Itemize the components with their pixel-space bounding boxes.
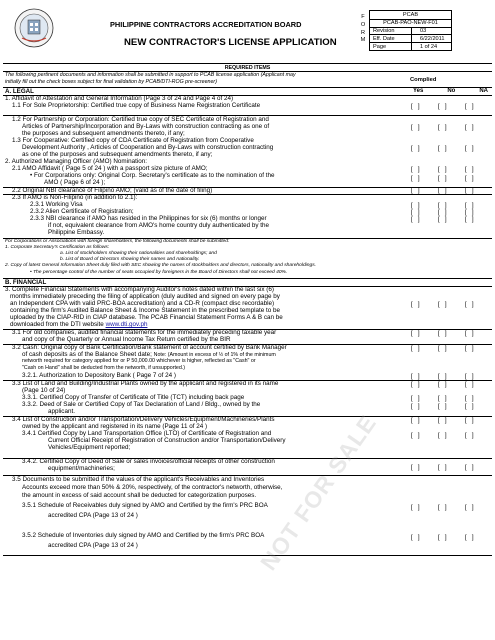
page-label: Page xyxy=(370,43,412,50)
checkbox-no[interactable]: [ ] xyxy=(438,395,447,402)
col-na: NA xyxy=(479,88,488,94)
divider xyxy=(3,555,492,556)
checkbox-yes[interactable]: [ ] xyxy=(411,187,420,194)
checkbox-na[interactable]: [ ] xyxy=(465,124,474,131)
eff-date-label: Eff. Date xyxy=(370,35,412,42)
complied-heading: Complied xyxy=(410,77,437,83)
checkbox-na[interactable]: [ ] xyxy=(465,175,474,182)
checkbox-na[interactable]: [ ] xyxy=(465,345,474,352)
dti-website-link[interactable]: www.dti.gov.ph xyxy=(105,321,148,328)
item-3-1-cont: and copy of the Quarterly or Annual Income Tax Return certified by the BIR xyxy=(22,336,231,343)
checkbox-no[interactable]: [ ] xyxy=(438,202,447,209)
note-line: 1. Corporate Secretary's Certification as follows: xyxy=(5,245,110,250)
item-1-3-cont: Development Authority , Articles of Cooperation and By-Laws with construction contracting xyxy=(22,144,274,151)
checkbox-yes[interactable]: [ ] xyxy=(411,504,420,511)
item-3-cont: containing the firm's Audited Balance Sheet & Income Statement in the prescribed template to be xyxy=(10,307,281,314)
item-1-2: 1.2 For Partnership or Corporation: Certified true copy of SEC Certificate of Registration and xyxy=(12,116,269,123)
checkbox-na[interactable]: [ ] xyxy=(465,395,474,402)
item-3: 3. Complete Financial Statements with accompanying Auditor's notes dated within the last six (6) xyxy=(5,286,274,293)
section-financial: B. FINANCIAL xyxy=(5,279,47,286)
item-2-3-3: 2.3.3 NBI clearance if AMO has resided in the Philippines for six (6) months or longer xyxy=(30,215,267,222)
item-3-cont: an Independent CPA with valid PRC-BOA accreditation) and a CD-R (compact disc recordable) xyxy=(10,300,275,307)
item-3-4-2: 3.4.2. Certified Copy of Deed of Sale or sales invoices/official receipts of other construction xyxy=(22,458,275,465)
checkbox-no[interactable]: [ ] xyxy=(438,145,447,152)
checkbox-yes[interactable]: [ ] xyxy=(411,209,420,216)
note-line: b. List of Board of Directors showing their names and nationality. xyxy=(60,257,200,262)
note-line: a. List of stockholders showing their nationalities and shareholdings; and xyxy=(60,251,217,256)
checkbox-na[interactable]: [ ] xyxy=(465,330,474,337)
checkbox-yes[interactable]: [ ] xyxy=(411,395,420,402)
item-1-3: 1.3 For Cooperative: Certified copy of CDA Certificate of Registration from Cooperative xyxy=(12,137,254,144)
item-3-1: 3.1 For old companies, audited financial statements for the immediately preceding taxable year xyxy=(12,329,277,336)
item-3-4-1: 3.4.1 Certified Copy by Land Transportation Office (LTO) of Certificate of Registration and xyxy=(22,430,272,437)
form-info-box xyxy=(369,10,452,51)
watermark: NOT FOR SALE xyxy=(255,409,382,575)
revision-label: Revision xyxy=(370,28,412,35)
checkbox-yes[interactable]: [ ] xyxy=(411,175,420,182)
item-3-2-1: 3.2.1. Authorization to Depository Bank ( Page 7 of 24 ) xyxy=(22,372,177,379)
checkbox-no[interactable]: [ ] xyxy=(438,373,447,380)
item-3-4: 3.4 List of Construction and/or Transportation/Delivery Vehicles/Equipment/Machineries/Plants xyxy=(12,416,275,423)
checkbox-yes[interactable]: [ ] xyxy=(411,534,420,541)
item-1-1: 1.1 For Sole Proprietorship: Certified true copy of Business Name Registration Certificate xyxy=(12,102,261,109)
checkbox-na[interactable]: [ ] xyxy=(465,202,474,209)
checkbox-yes[interactable]: [ ] xyxy=(411,345,420,352)
checkbox-no[interactable]: [ ] xyxy=(438,464,447,471)
item-3-cont: months immediately preceding the filing of application (duly audited and signed on every page by xyxy=(10,293,280,300)
checkbox-yes[interactable]: [ ] xyxy=(411,381,420,388)
note-line: • The percentage control of the number of seats occupied by foreigners in the Board of Directors shall not exceed 40%. xyxy=(30,270,288,275)
item-3-2-cont: of cash deposits as of the Balance Sheet date; Note: (Amount in excess of ½ of 1% of the minimum xyxy=(22,351,276,358)
checkbox-yes[interactable]: [ ] xyxy=(411,145,420,152)
revision-value: 03 xyxy=(420,27,427,34)
checkbox-yes[interactable]: [ ] xyxy=(411,373,420,380)
form-title: NEW CONTRACTOR'S LICENSE APPLICATION xyxy=(124,37,337,48)
item-2-1-bullet-cont: AMO ( Page 6 of 24 ); xyxy=(44,179,106,186)
checkbox-yes[interactable]: [ ] xyxy=(411,403,420,410)
page-value: 1 of 24 xyxy=(420,43,438,50)
checkbox-na[interactable]: [ ] xyxy=(465,504,474,511)
checkbox-yes[interactable]: [ ] xyxy=(411,124,420,131)
checkbox-yes[interactable]: [ ] xyxy=(411,103,420,110)
checkbox-na[interactable]: [ ] xyxy=(465,381,474,388)
checkbox-na[interactable]: [ ] xyxy=(465,534,474,541)
item-3-5-1-cont: accredited CPA (Page 13 of 24 ) xyxy=(48,512,138,519)
checkbox-no[interactable]: [ ] xyxy=(438,381,447,388)
item-3-4-2-cont: equipment/machineries; xyxy=(48,465,115,472)
checkbox-na[interactable]: [ ] xyxy=(465,464,474,471)
item-2-3-3-cont: if not, equivalent clearance from AMO's home country duly authenticated by the xyxy=(48,222,270,229)
complied-columns xyxy=(413,88,488,94)
note-foreign: For Corporations or Associations with foreign shareholders, the following documents shall be submitted: xyxy=(5,239,230,244)
item-3-2: 3.2 Cash: Original copy of Bank Certification/Bank statement of account certified by Bank Manager xyxy=(12,344,287,351)
intro-text: The following pertinent documents and information shall be submitted in support to PCAB license application (Applicant may initially fill out the check boxes subject for final validation by PCAB/DTI-ROG pre-screener) xyxy=(5,72,296,85)
item-2-3-3-cont: Philippine Embassy. xyxy=(48,229,105,236)
checkbox-yes[interactable]: [ ] xyxy=(411,417,420,424)
checkbox-no[interactable]: [ ] xyxy=(438,504,447,511)
item-2-3: 2.3 If AMO is Non-Filipino (in addition to 2.1): xyxy=(12,194,138,201)
item-2-1: 2.1 AMO Affidavit ( Page 5 of 24 ) with a passport size picture of AMO; xyxy=(12,165,208,172)
col-yes: Yes xyxy=(413,88,424,94)
item-3-2-note: "Cash on Hand" shall be deducted from the networth, if unsupported.) xyxy=(22,365,186,371)
divider xyxy=(3,278,492,279)
item-3-3-2: 3.3.2. Deed of Sale or Certified Copy of Tax Declaration of Land / Bldg., owned by the xyxy=(22,401,261,408)
board-name: PHILIPPINE CONTRACTORS ACCREDITATION BOARD xyxy=(110,20,302,29)
checkbox-yes[interactable]: [ ] xyxy=(411,202,420,209)
checkbox-no[interactable]: [ ] xyxy=(438,330,447,337)
checkbox-na[interactable]: [ ] xyxy=(465,417,474,424)
item-1-2-cont: Articles of Partnership/Incorporation and By-Laws with construction contracting as one of xyxy=(22,123,270,130)
eff-date-value: 6/22/2011 xyxy=(420,35,445,42)
checkbox-no[interactable]: [ ] xyxy=(438,417,447,424)
checkbox-na[interactable]: [ ] xyxy=(465,432,474,439)
item-3-3: 3.3 List of Land and Building/Industrial Plants owned by the applicant and registered in its name xyxy=(12,380,279,387)
form-code: PCAB-PAO-NEW-F01 xyxy=(370,19,451,27)
checkbox-yes[interactable]: [ ] xyxy=(411,166,420,173)
item-3-4-cont: owned by the applicant and registered in its name (Page 11 of 24 ) xyxy=(22,423,208,430)
checkbox-yes[interactable]: [ ] xyxy=(411,432,420,439)
checkbox-no[interactable]: [ ] xyxy=(438,124,447,131)
checkbox-no[interactable]: [ ] xyxy=(438,301,447,308)
form-box-top: PCAB xyxy=(402,11,419,18)
item-2: 2. Authorized Managing Officer (AMO) Nomination: xyxy=(5,158,147,165)
checkbox-na[interactable]: [ ] xyxy=(465,166,474,173)
item-3-2-note: networth required for category applied for or P 50,000.00 whichever is higher, reflected as "Cash" or xyxy=(22,358,256,364)
item-1: 1. Affidavit of Attestation and General Information (Page 3 of 24 and Page 4 of 24) xyxy=(5,95,234,102)
pcab-logo xyxy=(14,8,54,48)
section-legal: A. LEGAL xyxy=(5,88,34,95)
checkbox-na[interactable]: [ ] xyxy=(465,187,474,194)
checkbox-na[interactable]: [ ] xyxy=(465,209,474,216)
checkbox-no[interactable]: [ ] xyxy=(438,534,447,541)
item-3-4-1-cont: Current Official Receipt of Registration of Construction and/or Transportation/Delivery xyxy=(48,437,286,444)
divider xyxy=(3,63,492,64)
item-3-cont: downloaded from the DTI website www.dti.gov.ph xyxy=(10,321,148,328)
checkbox-no[interactable]: [ ] xyxy=(438,166,447,173)
checkbox-no[interactable]: [ ] xyxy=(438,209,447,216)
checkbox-no[interactable]: [ ] xyxy=(438,345,447,352)
col-no: No xyxy=(447,88,456,94)
item-3-5-1: 3.5.1 Schedule of Receivables duly signed by AMO and Certified by the firm's PRC BOA xyxy=(22,502,268,509)
item-3-3-cont: (Page 10 of 24) xyxy=(22,387,66,394)
item-3-3-1: 3.3.1. Certified Copy of Transfer of Certificate of Title (TCT) including back page xyxy=(22,394,245,401)
checkbox-yes[interactable]: [ ] xyxy=(411,301,420,308)
form-letters: F O R M xyxy=(360,14,366,44)
item-3-3-2-cont: applicant. xyxy=(48,408,75,415)
item-3-5-cont: the amount in excess of said account shall be deducted for categorization purposes. xyxy=(22,492,257,499)
checkbox-na[interactable]: [ ] xyxy=(465,216,474,223)
note-line: 2. Copy of latest General Information Sheet duly filed with SEC showing the names of stockholders and directors, nationality and shareholdings. xyxy=(5,263,316,268)
checkbox-yes[interactable]: [ ] xyxy=(411,464,420,471)
checkbox-na[interactable]: [ ] xyxy=(465,103,474,110)
checkbox-no[interactable]: [ ] xyxy=(438,103,447,110)
checkbox-na[interactable]: [ ] xyxy=(465,373,474,380)
checkbox-na[interactable]: [ ] xyxy=(465,403,474,410)
item-3-5-cont: Accounts exceed more than 50% & 20%, respectively, of the contractor's networth, otherwise, xyxy=(22,484,283,491)
item-1-3-cont: as one of the purposes and subsequent amendments thereto, if any; xyxy=(22,151,213,158)
item-3-4-1-cont: Vehicles/Equipment reported; xyxy=(48,444,131,451)
item-3-5: 3.5 Documents to be submitted if the values of the applicant's Receivables and Inventories xyxy=(12,476,265,483)
item-1-2-cont: the purposes and subsequent amendments thereto, if any; xyxy=(22,130,185,137)
item-3-5-2: 3.5.2 Schedule of Inventories duly signed by AMO and Certified by the firm's PRC BOA xyxy=(22,532,265,539)
item-3-5-2-cont: accredited CPA (Page 13 of 24 ) xyxy=(48,542,138,549)
checkbox-no[interactable]: [ ] xyxy=(438,187,447,194)
checkbox-yes[interactable]: [ ] xyxy=(411,216,420,223)
checkbox-yes[interactable]: [ ] xyxy=(411,330,420,337)
item-3-cont: uploaded by the CIAP-RID in CIAP database. The PCAB Financial Statement Forms A & B can be xyxy=(10,314,283,321)
checkbox-na[interactable]: [ ] xyxy=(465,145,474,152)
checkbox-no[interactable]: [ ] xyxy=(438,216,447,223)
checkbox-na[interactable]: [ ] xyxy=(465,301,474,308)
required-items-heading: REQUIRED ITEMS xyxy=(224,65,271,71)
checkbox-no[interactable]: [ ] xyxy=(438,175,447,182)
item-2-3-2: 2.3.2 Alien Certificate of Registration; xyxy=(30,208,134,215)
item-2-2: 2.2 Original NBI clearance of Filipino AMO; (valid as of the date of filing) xyxy=(12,187,213,194)
checkbox-no[interactable]: [ ] xyxy=(438,432,447,439)
item-2-1-bullet: • For Corporations only: Original Corp. Secretary's certificate as to the nomination of the xyxy=(30,172,275,179)
item-2-3-1: 2.3.1 Working Visa xyxy=(30,201,83,208)
checkbox-no[interactable]: [ ] xyxy=(438,403,447,410)
